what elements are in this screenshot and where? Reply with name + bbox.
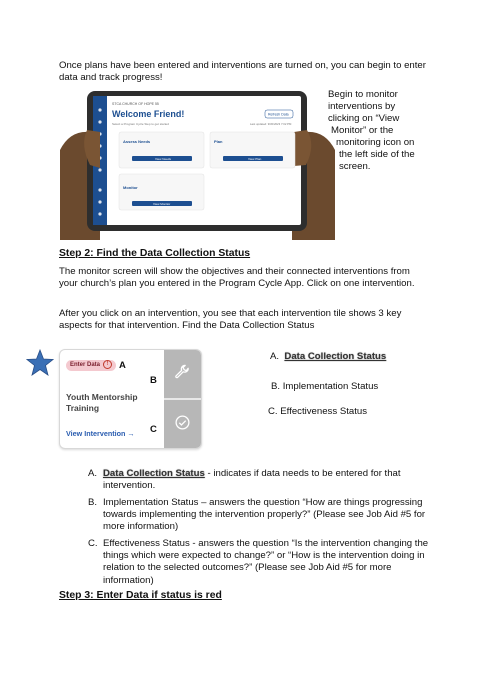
monitor-paragraph: The monitor screen will show the objectives and their connected interventions from your church’s plan you entered in the Program Cycle App. Click on one intervention. xyxy=(59,266,415,290)
intervention-name: Youth Mentorship Training xyxy=(66,392,138,413)
tablet-card-monitor xyxy=(119,174,204,210)
def-c: Effectiveness Status - answers the question “Is the intervention changing the things which were expected to change?” or “How is the intervention doing in relation to the selected outcomes?” (Please see Job Aid #5 for more information) xyxy=(103,538,429,586)
label-a: A xyxy=(119,360,126,371)
tablet-welcome: Welcome Friend! xyxy=(112,109,185,119)
step3-heading: Step 3: Enter Data if status is red xyxy=(59,590,222,601)
sidenote-line-6: the left side of the xyxy=(339,149,415,160)
sidenote-line-4: Monitor” or the xyxy=(331,125,394,136)
label-b: B xyxy=(150,375,157,386)
sidenote-line-1: Begin to monitor xyxy=(328,89,398,100)
svg-text:Plan: Plan xyxy=(214,139,223,144)
step2-heading: Step 2: Find the Data Collection Status xyxy=(59,248,251,259)
sidenote-line-3: clicking on “View xyxy=(328,113,400,124)
svg-text:View Plan: View Plan xyxy=(248,156,262,161)
def-a: Data Collection Status - indicates if data needs to be entered for that intervention. xyxy=(103,468,401,492)
key-a: A. Data Collection Status xyxy=(270,351,387,362)
def-b-letter: B. xyxy=(88,497,98,508)
arrow-right-icon: → xyxy=(127,429,135,438)
tile-paragraph: After you click on an intervention, you see that each intervention tile shows 3 key aspects for that intervention. Find the Data Collection Status xyxy=(59,308,402,332)
enter-data-badge[interactable]: Enter Data ! xyxy=(66,360,116,371)
def-c-letter: C. xyxy=(88,538,98,549)
tablet-card-assess xyxy=(119,132,204,168)
view-intervention-link[interactable]: View Intervention → xyxy=(66,429,135,438)
sidenote-line-7: screen. xyxy=(339,161,371,172)
intervention-tile[interactable] xyxy=(59,349,202,449)
sidenote-line-5: monitoring icon on xyxy=(336,137,415,148)
star-icon xyxy=(26,349,54,377)
tablet-church: STCA CHURCH OF HOPE 55 xyxy=(112,102,159,106)
tablet-card-plan xyxy=(210,132,295,168)
svg-text:View Needs: View Needs xyxy=(155,156,171,161)
alert-icon: ! xyxy=(103,360,112,369)
def-a-letter: A. xyxy=(88,468,98,479)
label-c: C xyxy=(150,424,157,435)
check-circle-icon xyxy=(174,414,191,431)
svg-text:View Monitor: View Monitor xyxy=(153,201,171,206)
tablet-updated: Last updated: 9/30/2023 7:02 PM xyxy=(250,122,292,126)
tablet-tagline: Select a Program Cycle Step to get started xyxy=(112,122,169,126)
key-b: B. Implementation Status xyxy=(271,381,379,392)
wrench-icon xyxy=(174,364,191,381)
tablet-refresh: Refresh Data xyxy=(268,112,289,117)
intro-paragraph: Once plans have been entered and interventions are turned on, you can begin to enter data and track progress! xyxy=(59,60,426,84)
def-b: Implementation Status – answers the question “How are things progressing towards implementing the intervention properly?” (Please see Job Aid #5 for more information) xyxy=(103,497,426,533)
svg-text:Monitor: Monitor xyxy=(123,185,138,190)
sidenote-line-2: interventions by xyxy=(328,101,396,112)
svg-text:Assess Needs: Assess Needs xyxy=(123,139,151,144)
key-c: C. Effectiveness Status xyxy=(268,406,368,417)
tablet-photo xyxy=(60,90,335,240)
